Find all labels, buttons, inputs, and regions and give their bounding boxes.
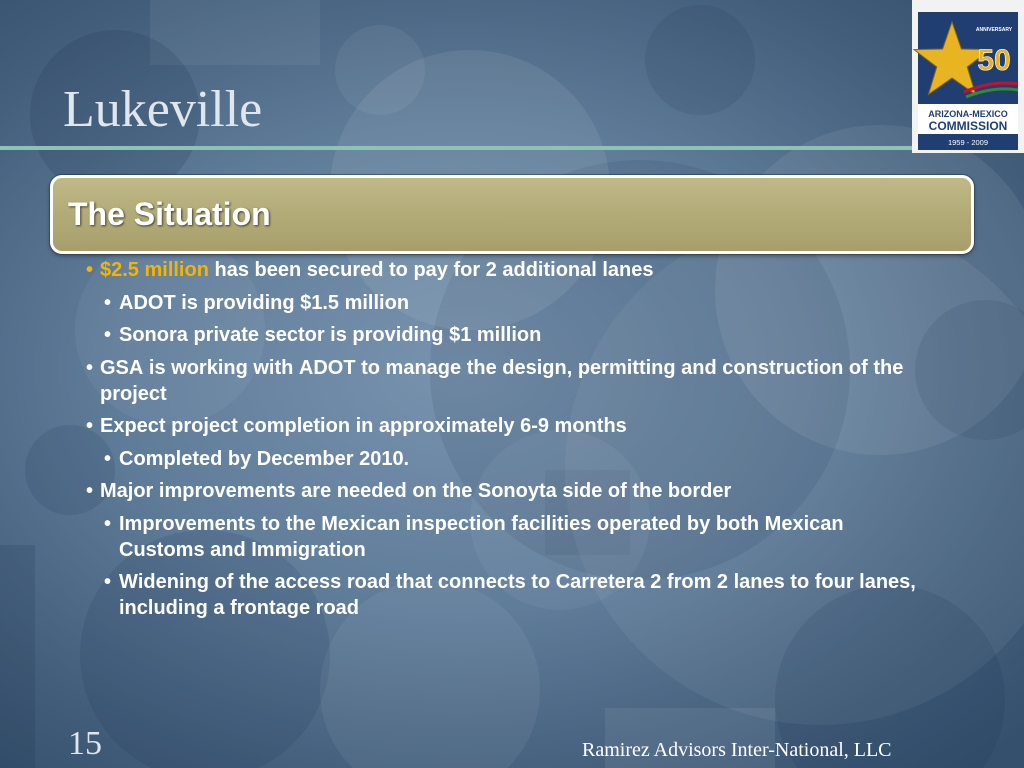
bullet-item [100, 478, 925, 504]
bullet-list [0, 257, 1024, 621]
highlight-amount: $2.5 million [100, 259, 209, 281]
bullet-item [100, 257, 925, 283]
bullet-item [100, 413, 925, 439]
section-heading: The Situation [68, 196, 271, 232]
slide-number: 15 [68, 725, 102, 762]
background-square [150, 0, 320, 65]
logo-tagline: ANNIVERSARY [975, 27, 1013, 33]
section-heading-box [50, 175, 974, 254]
bullet-text: Improvements to the Mexican inspection facilities operated by both Mexican Customs and Immigration [119, 512, 844, 561]
bullet-text: Expect project completion in approximately 6-9 months [100, 415, 627, 437]
slide-title: Lukeville [63, 81, 263, 138]
bullet-text: GSA is working with ADOT to manage the design, permitting and construction of the project [100, 356, 904, 405]
logo-org-line1: ARIZONA-MEXICO [928, 109, 1008, 119]
sub-bullet-item [119, 290, 925, 316]
bullet-item [100, 355, 925, 407]
logo-number: 50 [977, 44, 1011, 77]
background-circle [335, 25, 425, 115]
sub-bullet-item [119, 511, 925, 563]
bullet-text: ADOT is providing $1.5 million [119, 291, 410, 314]
bullet-text: Sonora private sector is providing $1 million [119, 324, 542, 346]
sub-bullet-item [119, 322, 925, 348]
sub-bullet-item [119, 446, 925, 472]
commission-logo [912, 0, 1024, 153]
bullet-text: Major improvements are needed on the Sonoyta side of the border [100, 480, 732, 502]
sub-bullet-item [119, 569, 925, 621]
background-circle [645, 5, 755, 115]
logo-org-line2: COMMISSION [928, 119, 1008, 133]
bullet-text: Completed by December 2010. [119, 447, 410, 470]
title-divider [0, 146, 912, 150]
bullet-text: has been secured to pay for 2 additional lanes [214, 259, 654, 281]
bullet-text: Widening of the access road that connects to Carretera 2 from 2 lanes to four lanes, including a frontage road [119, 571, 916, 619]
logo-years: 1959 - 2009 [947, 138, 989, 147]
footer-company: Ramirez Advisors Inter-National, LLC [582, 739, 892, 761]
